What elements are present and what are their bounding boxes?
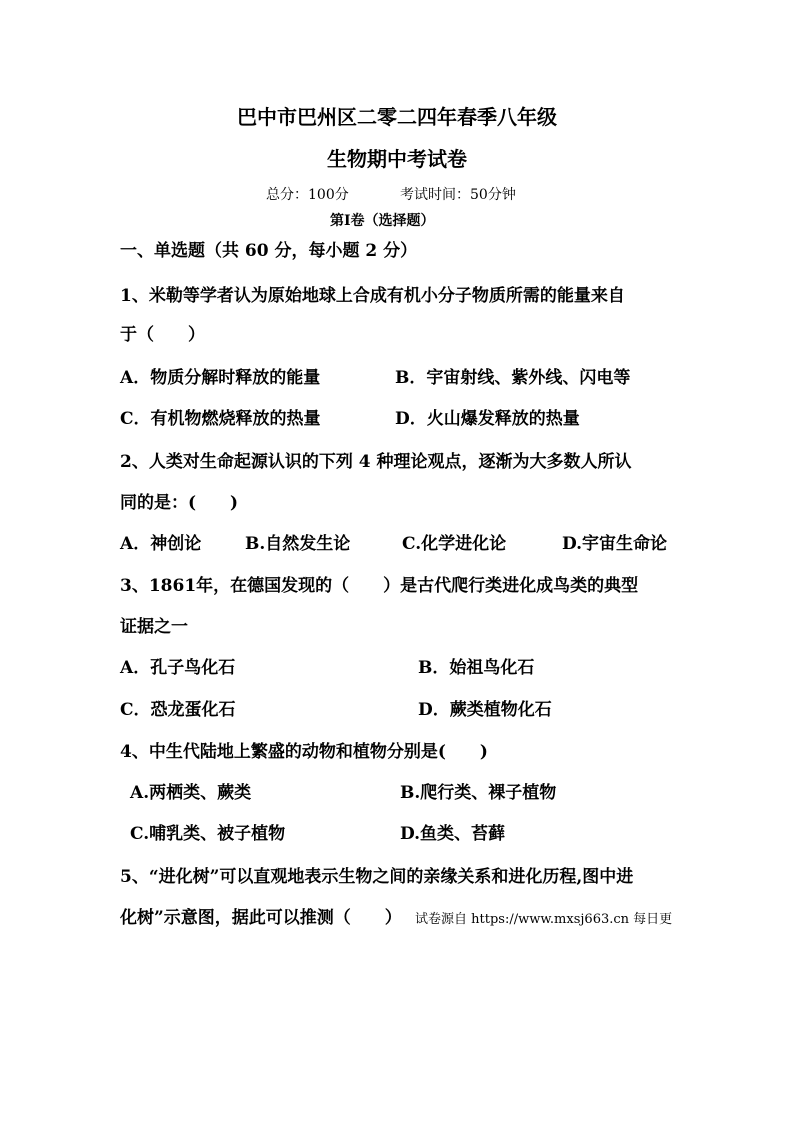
question-5-line-1: 5、“进化树”可以直观地表示生物之间的亲缘关系和进化历程,图中进	[120, 867, 634, 887]
question-1-line-2: 于（ ）	[120, 325, 205, 345]
exam-time: 考试时间：50分钟	[400, 187, 516, 203]
question-4-line-1: 4、中生代陆地上繁盛的动物和植物分别是( )	[120, 742, 488, 762]
question-2-option-c: C.化学进化论	[402, 534, 507, 554]
exam-title-line-1: 巴中市巴州区二零二四年春季八年级	[237, 105, 557, 129]
question-1-line-1: 1、米勒等学者认为原始地球上合成有机小分子物质所需的能量来自	[120, 286, 625, 306]
question-1-option-d: D．火山爆发释放的热量	[395, 409, 580, 429]
question-3-option-a: A．孔子鸟化石	[120, 658, 236, 678]
section-heading: 一、单选题（共 60 分，每小题 2 分）	[120, 241, 418, 261]
question-5-line-2: 化树”示意图，据此可以推测（ ）	[120, 908, 402, 928]
question-3-option-d: D．蕨类植物化石	[418, 700, 552, 720]
question-1-option-c: C．有机物燃烧释放的热量	[120, 409, 321, 429]
exam-title-line-2: 生物期中考试卷	[327, 147, 467, 171]
source-footer-note: 试卷源自 https://www.mxsj663.cn 每日更	[415, 912, 673, 927]
question-4-option-a: A.两栖类、蕨类	[130, 783, 252, 803]
question-3-option-c: C．恐龙蛋化石	[120, 700, 236, 720]
volume-title: 第Ⅰ卷（选择题）	[330, 213, 435, 229]
question-2-option-b: B.自然发生论	[245, 534, 351, 554]
question-3-line-2: 证据之一	[120, 617, 188, 637]
question-4-option-c: C.哺乳类、被子植物	[130, 824, 286, 844]
question-1-option-a: A．物质分解时释放的能量	[120, 368, 321, 388]
question-3-line-1: 3、1861年，在德国发现的（ ）是古代爬行类进化成鸟类的典型	[120, 576, 639, 596]
question-4-option-d: D.鱼类、苔藓	[400, 824, 506, 844]
question-1-option-b: B．宇宙射线、紫外线、闪电等	[395, 368, 631, 388]
question-2-option-d: D.宇宙生命论	[562, 534, 668, 554]
question-4-option-b: B.爬行类、裸子植物	[400, 783, 557, 803]
total-score: 总分：100分	[266, 187, 349, 203]
question-2-line-2: 同的是：( )	[120, 493, 239, 513]
question-3-option-b: B．始祖鸟化石	[418, 658, 535, 678]
question-2-option-a: A．神创论	[120, 534, 202, 554]
question-2-line-1: 2、人类对生命起源认识的下列 4 种理论观点，逐渐为大多数人所认	[120, 452, 632, 472]
